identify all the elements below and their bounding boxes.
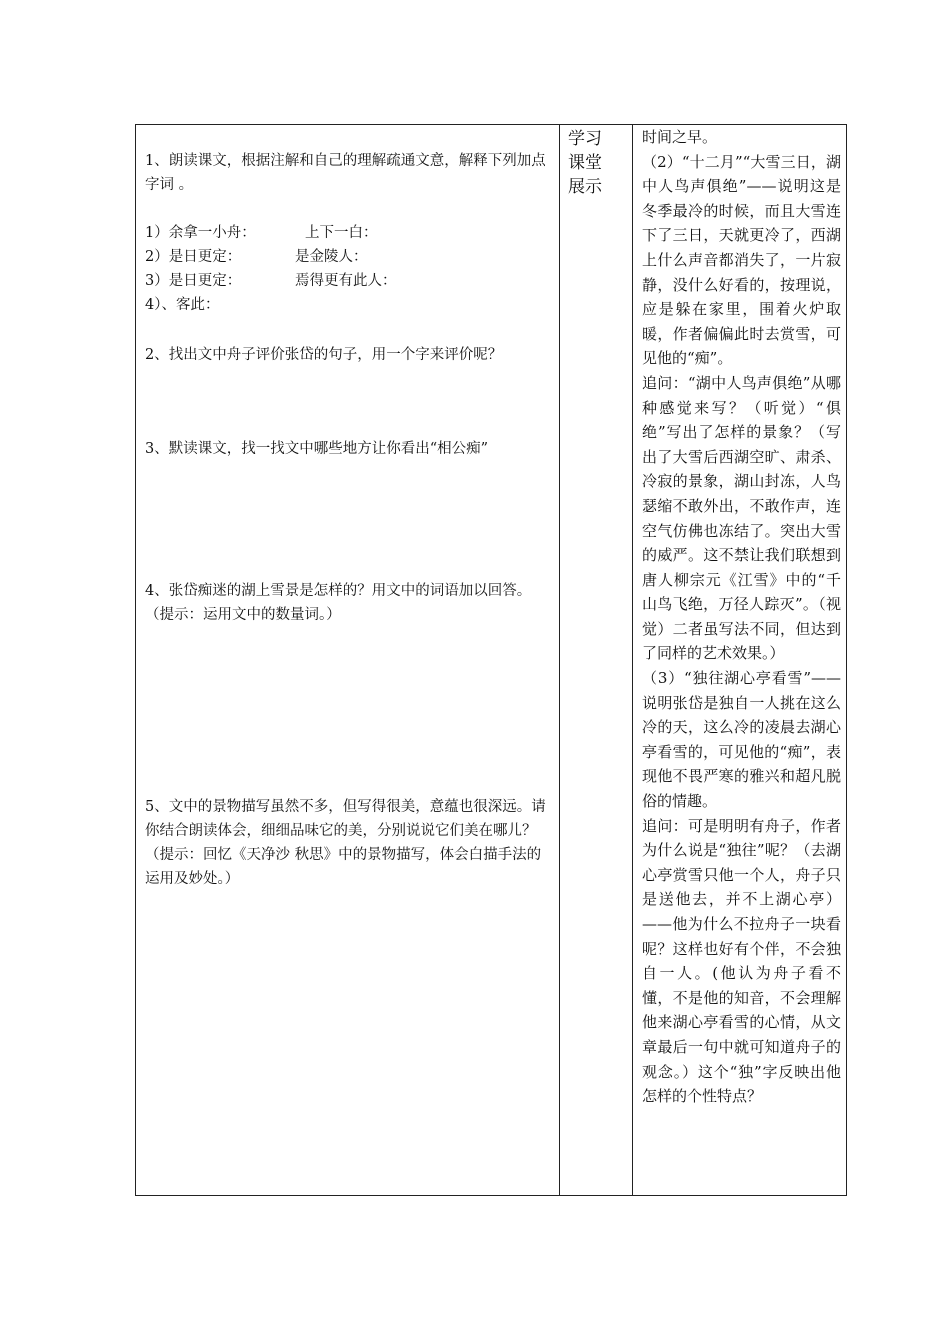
question-2-text: 2、找出文中舟子评价张岱的句子，用一个字来评价呢？ (145, 347, 503, 363)
vocab-list (145, 221, 550, 317)
explanation-paragraph-5: 追问：可是明明有舟子，作者为什么说是“独往”呢？（去湖心亭赏雪只他一个人，舟子只是送他去，并不上湖心亭）——他为什么不拉舟子一块看呢？这样也好有个伴，不会独自一人。(他认为舟子看不懂，不是他的知音，不会理解他来湖心亭看雪的心情，从文章最后一句中就可知道舟子的观念。）这个“独”字反映出他怎样的个性特点？ (642, 816, 841, 1106)
explanation-paragraph-2: （2）“十二月”“大雪三日，湖中人鸟声俱绝”——说明这是冬季最冷的时候，而且大雪连下了三日，天就更冷了，西湖上什么声音都消失了，一片寂静，没什么好看的，按理说，应是躲在家里，围着火炉取暖，作者偏偏此时去赏雪，可见他的“痴”。 (642, 152, 841, 368)
section-label (560, 127, 632, 199)
vocab-item-3 (145, 269, 550, 293)
vocab-item-1-a: 1）余拿一小舟： (145, 225, 256, 241)
section-label-line-2: 课堂 (568, 153, 602, 173)
explanation-column (633, 125, 847, 1109)
vocab-item-2 (145, 245, 550, 269)
vocab-item-4-a: 4）、客此： (145, 297, 220, 313)
section-label-line-1: 学习 (568, 129, 602, 149)
questions-column (136, 125, 559, 1195)
question-4-text: 4、张岱痴迷的湖上雪景是怎样的？用文中的词语加以回答。（提示：运用文中的数量词。） (145, 583, 532, 623)
vocab-item-3-a: 3）是日更定： (145, 273, 242, 289)
question-5 (145, 795, 550, 891)
vocab-item-2-b: 是金陵人： (295, 249, 368, 265)
explanation-paragraph-4: （3）“独往湖心亭看雪”——说明张岱是独自一人挑在这么冷的天，这么冷的凌晨去湖心亭看雪的，可见他的“痴”，表现他不畏严寒的雅兴和超凡脱俗的情趣。 (642, 669, 841, 811)
lesson-table (135, 124, 847, 1196)
section-label-line-3: 展示 (568, 177, 602, 197)
question-3 (145, 437, 550, 461)
question-4 (145, 579, 550, 627)
explanation-paragraph-3: 追问：“湖中人鸟声俱绝”从哪种感觉来写？（听觉）“俱绝”写出了怎样的景象？（写出了大雪后西湖空旷、肃杀、冷寂的景象，湖山封冻，人鸟瑟缩不敢外出，不敢作声，连空气仿佛也冻结了。突出大雪的威严。这不禁让我们联想到唐人柳宗元《江雪》中的“千山鸟飞绝，万径人踪灭”。（视觉）二者虽写法不同，但达到了同样的艺术效果。） (642, 373, 841, 663)
column-divider-1 (559, 125, 560, 1195)
vocab-item-1 (145, 221, 550, 245)
vocab-item-4 (145, 293, 550, 317)
vocab-item-1-b: 上下一白： (305, 225, 378, 241)
vocab-item-3-b: 焉得更有此人： (295, 273, 397, 289)
question-5-text: 5、文中的景物描写虽然不多，但写得很美，意蕴也很深远。请你结合朗读体会，细细品味它的美，分别说说它们美在哪儿？（提示：回忆《天净沙 秋思》中的景物描写，体会白描手法的运用及妙处。） (145, 799, 546, 887)
question-1-prompt: 1、朗读课文，根据注解和自己的理解疏通文意，解释下列加点字词 。 (145, 153, 546, 193)
question-3-text: 3、默读课文，找一找文中哪些地方让你看出“相公痴” (145, 441, 489, 457)
question-2 (145, 343, 550, 367)
explanation-paragraph-1: 时间之早。 (642, 128, 718, 146)
vocab-item-2-a: 2）是日更定： (145, 249, 242, 265)
question-1 (145, 149, 550, 197)
